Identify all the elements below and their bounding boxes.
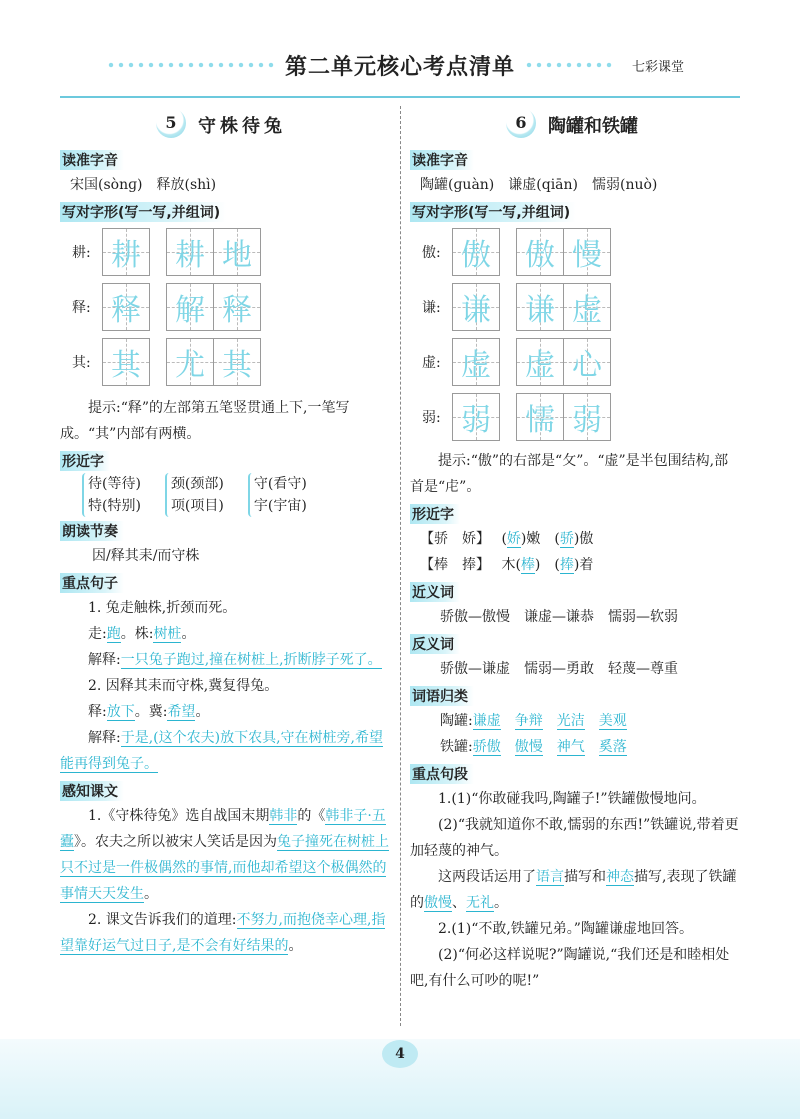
key-gloss: 释:放下。冀:希望。 — [88, 704, 210, 720]
char-cell: 其 — [214, 338, 261, 386]
section-writing: 写对字形(写一写,并组词) — [410, 202, 576, 222]
page-title: 第二单元核心考点清单 — [284, 55, 515, 80]
page-number: 4 — [382, 1040, 418, 1068]
char-cell: 耕 — [166, 228, 214, 276]
section-rhythm: 朗读节奏 — [60, 521, 124, 541]
key-paragraph: (2)“我就知道你不敢,懦弱的东西!”铁罐说,带着更加轻蔑的神气。 — [410, 817, 739, 859]
char-cell: 谦 — [452, 283, 500, 331]
right-column — [410, 104, 740, 994]
char-cell: 耕 — [102, 228, 150, 276]
char-cell: 解 — [166, 283, 214, 331]
rhythm-line: 因/释其耒/而守株 — [92, 548, 200, 564]
char-cell: 懦 — [516, 393, 564, 441]
section-text-understanding: 感知课文 — [60, 781, 124, 801]
header-dots-right — [524, 62, 614, 68]
key-paragraph: 1.(1)“你敢碰我吗,陶罐子!”铁罐傲慢地问。 — [438, 791, 706, 807]
grid-row — [60, 279, 390, 334]
section-key-paragraphs: 重点句段 — [410, 764, 474, 784]
section-antonyms: 反义词 — [410, 634, 460, 654]
key-sentence: 1. 兔走触株,折颈而死。 — [88, 600, 237, 616]
key-paragraph-analysis: 这两段话运用了语言描写和神态描写,表现了铁罐的傲慢、无礼。 — [410, 869, 737, 911]
key-gloss: 走:跑。株:树桩。 — [88, 626, 196, 642]
class-row-tieguan: 铁罐:骄傲 傲慢 神气 奚落 — [440, 739, 627, 755]
lesson-title: 陶罐和铁罐 — [548, 116, 638, 137]
char-cell: 虚 — [516, 338, 564, 386]
section-reading: 读准字音 — [410, 150, 474, 170]
char-cell: 尤 — [166, 338, 214, 386]
left-column — [60, 104, 390, 959]
char-cell: 释 — [102, 283, 150, 331]
grid-label: 弱: — [422, 409, 441, 426]
grid-label: 谦: — [422, 299, 441, 316]
tip-text: 提示:“释”的左部第五笔竖贯通上下,一笔写成。“其”内部有两横。 — [60, 400, 350, 442]
lesson-6-header — [410, 104, 740, 142]
similar-chars — [60, 473, 390, 517]
grid-label: 释: — [72, 299, 91, 316]
tip-text: 提示:“傲”的右部是“攵”。“虚”是半包围结构,部首是“虍”。 — [410, 453, 729, 495]
char-cell: 谦 — [516, 283, 564, 331]
section-reading: 读准字音 — [60, 150, 124, 170]
section-similar: 形近字 — [60, 451, 110, 471]
lesson-number-badge: 5 — [156, 108, 186, 138]
section-synonyms: 近义词 — [410, 582, 460, 602]
char-cell: 傲 — [452, 228, 500, 276]
char-cell: 释 — [214, 283, 261, 331]
char-cell: 慢 — [564, 228, 611, 276]
text-question-1: 1.《守株待兔》选自战国末期韩非的《韩非子·五蠹》。农夫之所以被宋人笑话是因为兔子撞死在树桩上只不过是一件极偶然的事情,而他却希望这个极偶然的事情天天发生。 — [60, 808, 389, 902]
lesson-5-header — [60, 104, 390, 142]
key-explanation: 解释:于是,(这个农夫)放下农具,守在树桩旁,希望能再得到兔子。 — [60, 730, 383, 772]
grid-row — [410, 279, 740, 334]
section-writing: 写对字形(写一写,并组词) — [60, 202, 226, 222]
header-rule — [60, 96, 740, 98]
grid-row — [60, 334, 390, 389]
grid-row — [410, 334, 740, 389]
brand-label: 七彩课堂 — [632, 60, 685, 75]
synonyms-line: 骄傲—傲慢 谦虚—谦恭 懦弱—软弱 — [440, 609, 678, 625]
char-cell: 其 — [102, 338, 150, 386]
char-cell: 心 — [564, 338, 611, 386]
key-paragraph: 2.(1)“不敢,铁罐兄弟。”陶罐谦虚地回答。 — [438, 921, 693, 937]
writing-grid — [410, 224, 740, 444]
grid-label: 傲: — [422, 244, 441, 261]
key-explanation: 解释:一只兔子跑过,撞在树桩上,折断脖子死了。 — [88, 652, 382, 668]
writing-grid — [60, 224, 390, 389]
grid-row — [410, 389, 740, 444]
char-cell: 傲 — [516, 228, 564, 276]
similar-row: 【棒 捧】 木(棒) (捧)着 — [420, 557, 594, 573]
grid-row — [410, 224, 740, 279]
section-similar: 形近字 — [410, 504, 460, 524]
similar-group: 待(等待) 特(特别) — [82, 473, 141, 517]
grid-label: 虚: — [422, 354, 441, 371]
char-cell: 弱 — [452, 393, 500, 441]
pinyin-line: 宋国(sònɡ) 释放(shì) — [70, 177, 217, 193]
column-divider — [400, 106, 401, 1026]
char-cell: 虚 — [452, 338, 500, 386]
pinyin-line: 陶罐(ɡuàn) 谦虚(qiān) 懦弱(nuò) — [420, 177, 658, 193]
lesson-number-badge: 6 — [506, 108, 536, 138]
text-question-2: 2. 课文告诉我们的道理:不努力,而抱侥幸心理,指望靠好运气过日子,是不会有好结果的。 — [60, 912, 386, 954]
grid-row — [60, 224, 390, 279]
char-cell: 弱 — [564, 393, 611, 441]
similar-group: 守(看守) 宇(宇宙) — [248, 473, 307, 517]
section-key-sentences: 重点句子 — [60, 573, 124, 593]
char-cell: 虚 — [564, 283, 611, 331]
lesson-title: 守株待兔 — [198, 116, 286, 137]
char-cell: 地 — [214, 228, 261, 276]
similar-group: 颈(颈部) 项(项目) — [165, 473, 224, 517]
key-sentence: 2. 因释其耒而守株,冀复得兔。 — [88, 678, 279, 694]
antonyms-line: 骄傲—谦虚 懦弱—勇敢 轻蔑—尊重 — [440, 661, 678, 677]
class-row-taoguan: 陶罐:谦虚 争辩 光洁 美观 — [440, 713, 627, 729]
grid-label: 耕: — [72, 244, 91, 261]
section-word-classification: 词语归类 — [410, 686, 474, 706]
grid-label: 其: — [72, 354, 91, 371]
similar-row: 【骄 娇】 (娇)嫩 (骄)傲 — [420, 531, 594, 547]
key-paragraph: (2)“何必这样说呢?”陶罐说,“我们还是和睦相处吧,有什么可吵的呢!” — [410, 947, 730, 989]
